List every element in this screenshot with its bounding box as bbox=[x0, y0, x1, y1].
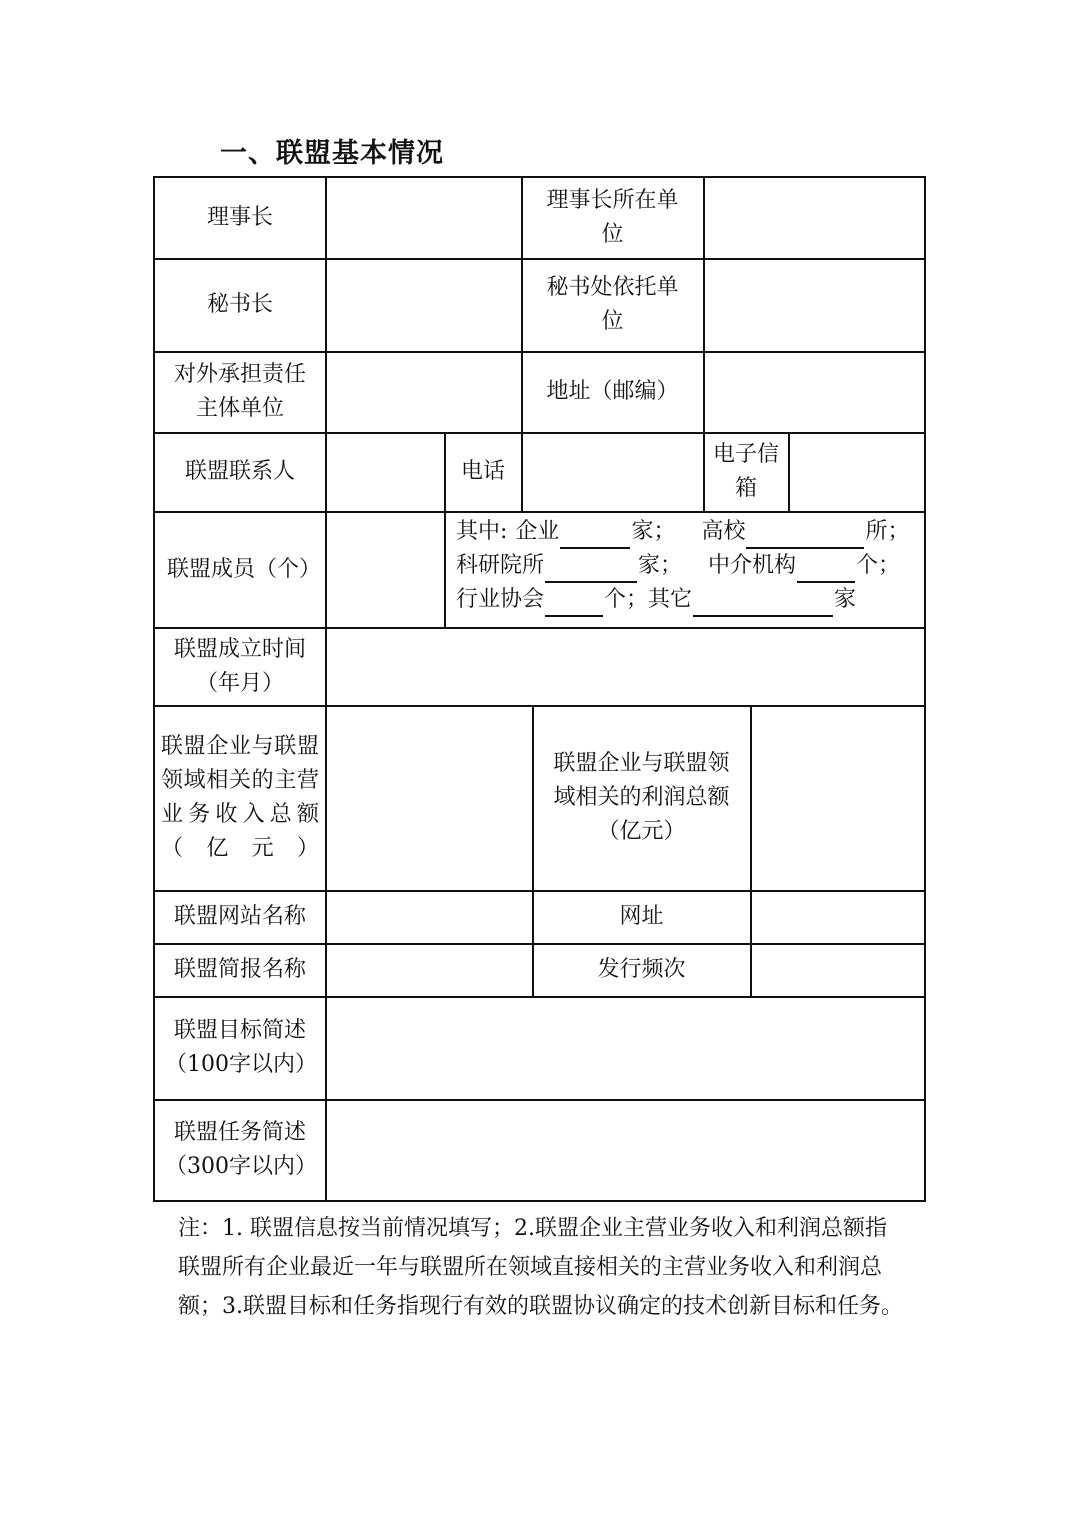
footnote: 注：1. 联盟信息按当前情况填写；2.联盟企业主营业务收入和利润总额指联盟所有企业最近一年与联盟所在领域直接相关的主营业务收入和利润总额；3.联盟目标和任务指现行有效的联盟协议确定的技术创新目标和任务。 bbox=[178, 1216, 903, 1319]
members-breakdown-line bbox=[452, 549, 928, 583]
label-phone: 电话 bbox=[460, 459, 505, 484]
agency-count-blank[interactable] bbox=[797, 555, 855, 583]
members-breakdown-line bbox=[452, 583, 928, 617]
members-breakdown bbox=[452, 515, 928, 617]
label-bulletin-frequency: 发行频次 bbox=[597, 957, 686, 982]
research-unit: 家； bbox=[638, 553, 683, 578]
label-task: 联盟任务简述（300字以内） bbox=[165, 1120, 317, 1179]
agency-unit: 个； bbox=[856, 553, 901, 578]
liability-entity-input[interactable] bbox=[326, 352, 521, 432]
chairman-input[interactable] bbox=[326, 178, 521, 258]
chairman-unit-input[interactable] bbox=[704, 178, 926, 258]
association-count-blank[interactable] bbox=[545, 589, 603, 617]
members-total-input[interactable] bbox=[326, 512, 444, 627]
members-breakdown-line bbox=[452, 515, 928, 549]
label-founded: 联盟成立时间（年月） bbox=[173, 636, 306, 696]
label-contact: 联盟联系人 bbox=[184, 459, 295, 484]
contact-input[interactable] bbox=[326, 433, 444, 511]
secretary-general-input[interactable] bbox=[326, 259, 521, 351]
label-website-url: 网址 bbox=[619, 904, 664, 929]
agency-label: 中介机构 bbox=[708, 553, 797, 578]
enterprise-label: 企业 bbox=[515, 519, 560, 544]
university-unit: 所； bbox=[865, 519, 910, 544]
breakdown-prefix: 其中: bbox=[456, 519, 508, 544]
website-url-input[interactable] bbox=[751, 891, 926, 943]
label-email: 电子信箱 bbox=[712, 442, 779, 501]
association-unit: 个； bbox=[604, 587, 649, 612]
research-count-blank[interactable] bbox=[545, 555, 637, 583]
other-label: 其它 bbox=[648, 587, 693, 612]
profit-input[interactable] bbox=[751, 706, 926, 890]
label-secretary-general: 秘书长 bbox=[206, 292, 273, 317]
goal-input[interactable] bbox=[326, 997, 926, 1099]
section-title: 一、联盟基本情况 bbox=[220, 138, 444, 169]
alliance-info-table bbox=[153, 176, 926, 1202]
enterprise-count-blank[interactable] bbox=[560, 521, 630, 549]
phone-input[interactable] bbox=[522, 433, 703, 511]
website-name-input[interactable] bbox=[326, 891, 532, 943]
label-chairman: 理事长 bbox=[206, 205, 273, 230]
association-label: 行业协会 bbox=[456, 587, 545, 612]
email-input[interactable] bbox=[789, 433, 926, 511]
label-members: 联盟成员（个） bbox=[167, 556, 322, 582]
label-profit: 联盟企业与联盟领域相关的利润总额（亿元） bbox=[553, 751, 730, 844]
secretariat-unit-input[interactable] bbox=[704, 259, 926, 351]
address-input[interactable] bbox=[704, 352, 926, 432]
label-secretariat-unit: 秘书处依托单位 bbox=[546, 275, 679, 334]
bulletin-frequency-input[interactable] bbox=[751, 944, 926, 996]
university-count-blank[interactable] bbox=[746, 521, 864, 549]
label-liability-entity: 对外承担责任主体单位 bbox=[173, 362, 306, 421]
enterprise-unit: 家； bbox=[631, 519, 676, 544]
label-address: 地址（邮编） bbox=[546, 379, 679, 404]
label-bulletin-name: 联盟简报名称 bbox=[173, 957, 306, 982]
label-website-name: 联盟网站名称 bbox=[173, 904, 306, 929]
label-revenue: 联盟企业与联盟领域相关的主营业务收入总额（亿元） bbox=[161, 734, 319, 861]
bulletin-name-input[interactable] bbox=[326, 944, 532, 996]
revenue-input[interactable] bbox=[326, 706, 532, 890]
other-count-blank[interactable] bbox=[693, 589, 833, 617]
founded-input[interactable] bbox=[326, 628, 926, 705]
label-chairman-unit: 理事长所在单位 bbox=[546, 188, 679, 247]
other-unit: 家 bbox=[834, 587, 857, 612]
university-label: 高校 bbox=[701, 519, 746, 544]
label-goal: 联盟目标简述（100字以内） bbox=[165, 1018, 317, 1077]
task-input[interactable] bbox=[326, 1100, 926, 1200]
research-label: 科研院所 bbox=[456, 553, 545, 578]
